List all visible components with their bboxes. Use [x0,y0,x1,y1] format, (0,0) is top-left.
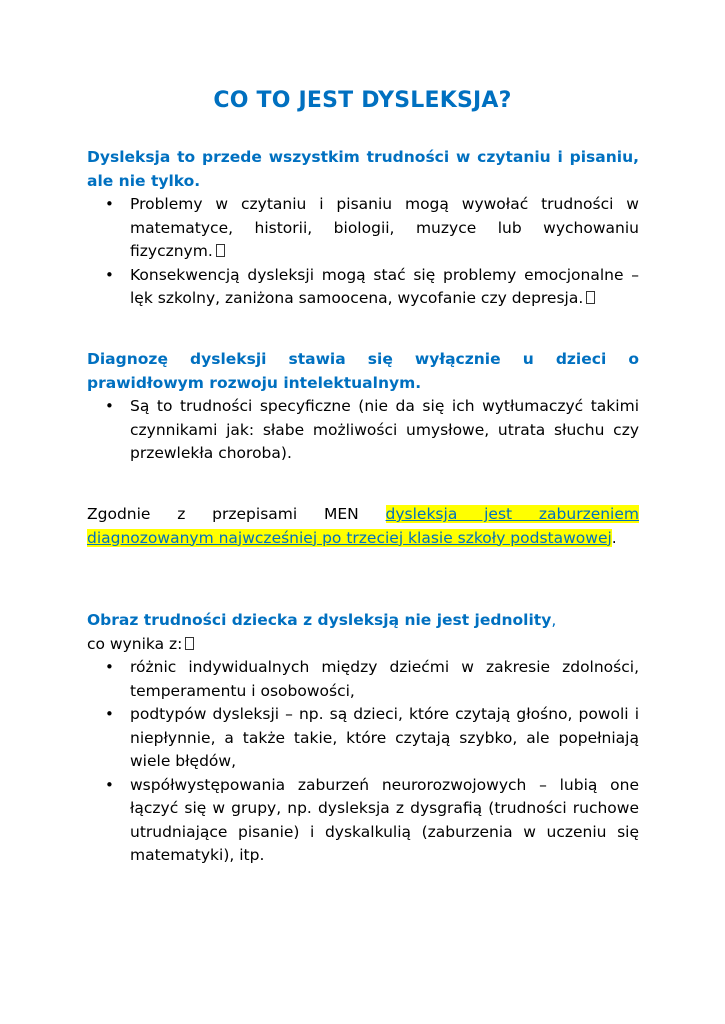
section-heading [87,609,639,633]
page-title: CO TO JEST DYSLEKSJA? [213,88,512,113]
missing-glyph-icon [216,244,225,257]
section-heading: Dysleksja to przede wszystkim trudności w czytaniu i pisaniu, ale nie tylko. [87,148,639,190]
bullet-icon: • [105,265,114,284]
missing-glyph-icon [185,637,194,650]
regulation-lead-text: Zgodnie z przepisami MEN [87,505,386,523]
section-men-regulation [87,503,639,550]
section-diagnoza [87,348,639,466]
regulation-tail-text: . [611,528,617,547]
section-heading: Diagnozę dysleksji stawia się wyłącznie u dzieci o prawidłowym rozwoju intelektualnym. [87,350,639,392]
list-item [87,193,639,264]
list-item-text: Konsekwencją dysleksji mogą stać się problemy emocjonalne – lęk szkolny, zaniżona samoocena, wycofanie czy depresja. [130,265,639,307]
section-obraz-trudnosci [87,609,639,868]
section-intro-text: co wynika z: [87,634,183,653]
bullet-icon: • [105,775,114,794]
bullet-list [87,656,639,868]
list-item [87,774,639,868]
heading-comma: , [551,611,557,629]
list-item [87,264,639,311]
list-item [87,395,639,466]
bullet-icon: • [105,397,114,415]
list-item-text: podtypów dysleksji – np. są dzieci, które czytają głośno, powoli i niepłynnie, a także takie, które czytają szybko, ale popełniają wiele błędów, [130,705,639,770]
bullet-icon: • [105,658,114,676]
section-dysleksja-definition [87,146,639,311]
list-item-text: Problemy w czytaniu i pisaniu mogą wywołać trudności w matematyce, historii, biologii, muzyce lub wychowaniu fizycznym. [130,195,639,260]
list-item [87,656,639,703]
section-intro [87,633,639,657]
list-item-text: różnic indywidualnych między dziećmi w zakresie zdolności, temperamentu i osobowości, [130,658,639,700]
list-item-text: współwystępowania zaburzeń neurorozwojowych – lubią one łączyć się w grupy, np. dysleksja z dysgrafią (trudności ruchowe utrudniające pisanie) i dyskalkulią (zaburzenia w uczeniu się matematyki), itp. [130,775,639,864]
missing-glyph-icon [586,291,595,304]
highlighted-text: dysleksja jest zaburzeniem diagnozowanym najwcześniej po trzeciej klasie szkoły podstawowej [87,505,640,547]
bullet-icon: • [105,195,114,213]
bullet-icon: • [105,705,114,723]
bullet-list [87,395,639,466]
section-heading-text: Obraz trudności dziecka z dysleksją nie jest jednolity [87,611,552,629]
bullet-list [87,193,639,311]
list-item [87,703,639,774]
list-item-text: Są to trudności specyficzne (nie da się ich wytłumaczyć takimi czynnikami jak: słabe możliwości umysłowe, utrata słuchu czy przewlekła choroba). [130,397,639,462]
